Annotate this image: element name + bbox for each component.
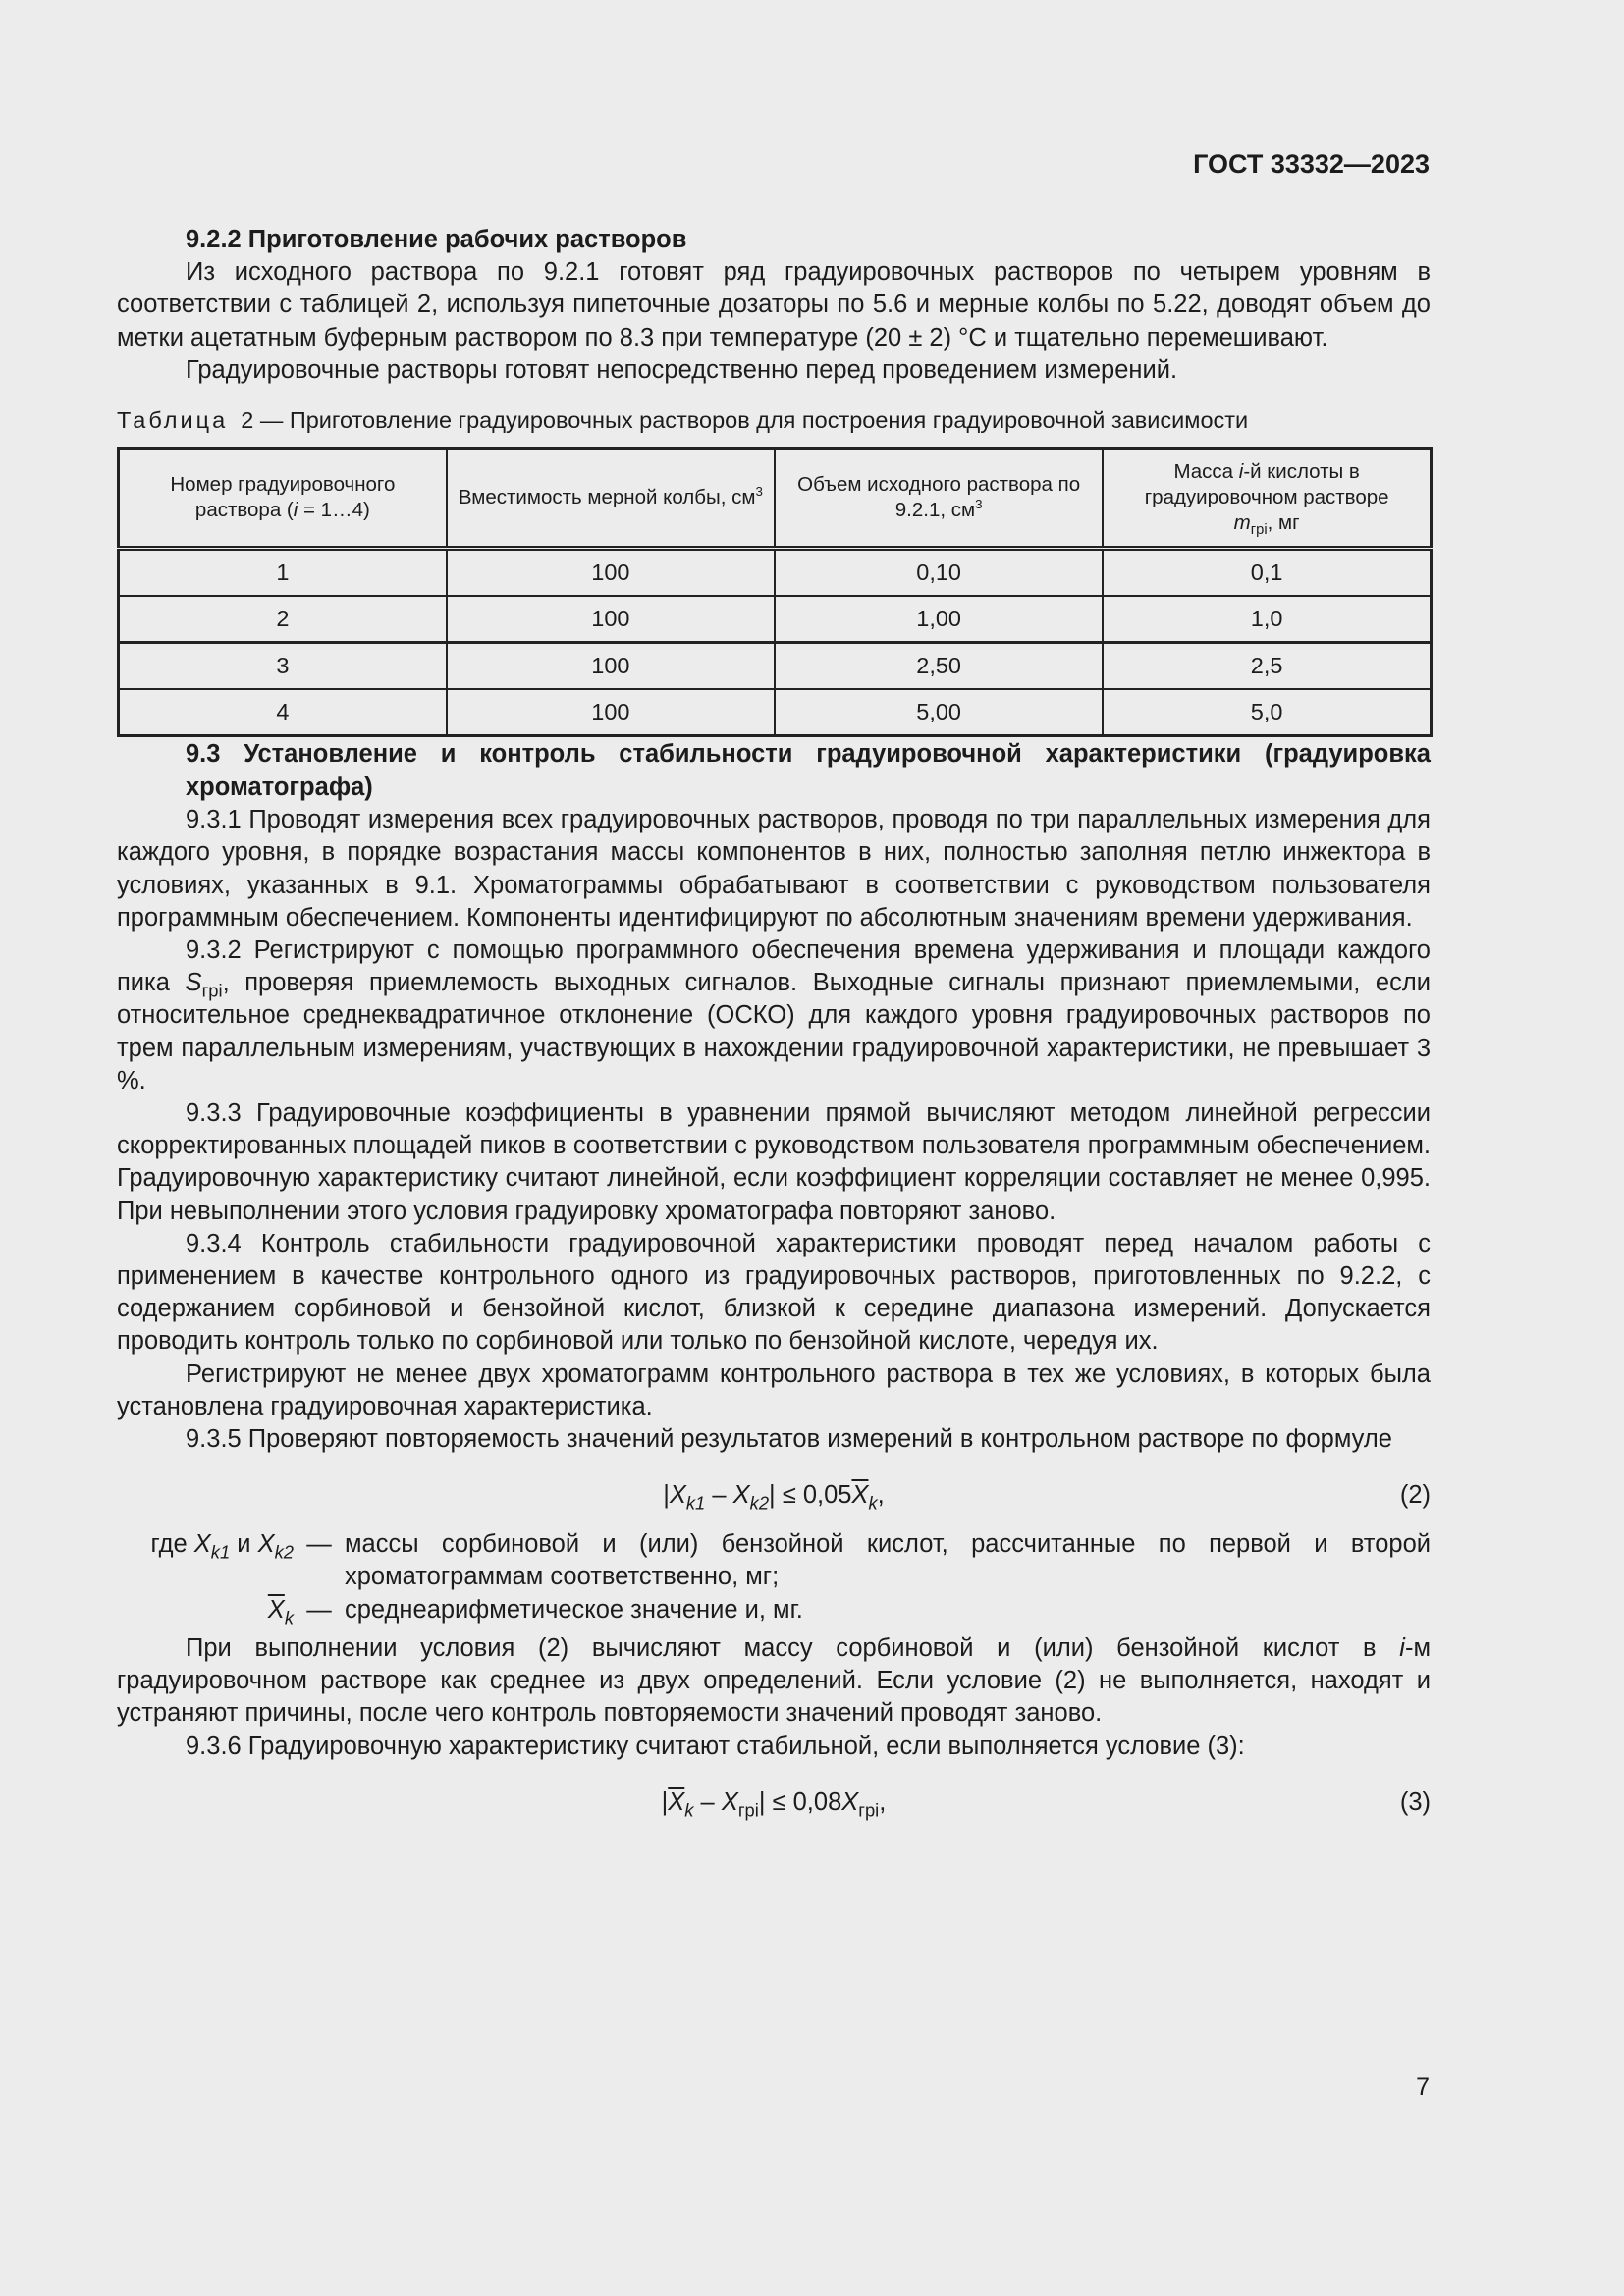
formula-3-number: (3) [1399, 1788, 1431, 1816]
formula-3-expression: $|\overline{X}_k - X_{грi}| \le 0,08X_{грi}$, [661, 1788, 887, 1821]
table-cell: 100 [447, 643, 775, 690]
paragraph-9-3-5-b: При выполнении условия (2) вычисляют массу сорбиновой и (или) бензойной кислот в i-м градуировочном растворе как среднее из двух определений. Если условие (2) не выполняется, находят и устраняют причины, после чего контроль повторяемости значений проводят заново. [117, 1633, 1431, 1728]
table-row [119, 549, 1432, 597]
paragraph-9-2-2-2: Градуировочные растворы готовят непосредственно перед проведением измерений. [186, 355, 1178, 384]
table-cell: 100 [447, 689, 775, 736]
table-cell: 4 [119, 689, 447, 736]
formula-2-expression: $|X_{k1} - X_{k2}| \le 0,05\overline{X}_k$, [663, 1481, 885, 1514]
table-cell: 5,0 [1103, 689, 1431, 736]
definition-row: $\overline{X}_k$ — среднеарифметическое значение и, мг. [267, 1595, 803, 1629]
header-flask-volume: Вместимость мерной колбы, $см^3$ [447, 449, 775, 549]
formula-2 [117, 1473, 1431, 1517]
definition-row: где $X_{k1}$ и $X_{k2}$ — массы сорбиновой и (или) бензойной кислот, рассчитанные по первой и второй хроматограммам соответственно, мг; [150, 1530, 1431, 1591]
paragraph-9-3-1: 9.3.1 Проводят измерения всех градуировочных растворов, проводя по три параллельных измерения для каждого уровня, в порядке возрастания массы компонентов в них, полностью заполняя петлю инжектора в условиях, указанных в 9.1. Хроматограммы обрабатывают в соответствии с руководством пользователя программным обеспечением. Компоненты идентифицируют по абсолютным значениям времени удерживания. [117, 806, 1431, 932]
table-row [119, 596, 1432, 643]
section-9-2-2-title: 9.2.2 Приготовление рабочих растворов [186, 226, 687, 253]
paragraph-9-3-4-b: Регистрируют не менее двух хроматограмм контрольного раствора в тех же условиях, в которых была установлена градуировочная характеристика. [117, 1360, 1431, 1420]
table-cell: 2,5 [1103, 643, 1431, 690]
table-cell: 5,00 [775, 689, 1103, 736]
header-stock-volume: Объем исходного раствора по 9.2.1, $см^3$ [775, 449, 1103, 549]
table-caption-text: 2 — Приготовление градуировочных растворов для построения градуировочной зависимости [241, 407, 1249, 434]
table-cell: 2 [119, 596, 447, 643]
paragraph-9-3-5: 9.3.5 Проверяют повторяемость значений результатов измерений в контрольном растворе по формуле [186, 1425, 1392, 1454]
table-cell: 1,0 [1103, 596, 1431, 643]
table-row [119, 689, 1432, 736]
table-cell: 1,00 [775, 596, 1103, 643]
document-id-header: ГОСТ 33332—2023 [1193, 149, 1430, 179]
paragraph-9-3-2: 9.3.2 Регистрируют с помощью программного обеспечения времена удерживания и площади каждого пика $S_{грi}$, проверяя приемлемость выходных сигналов. Выходные сигналы признают приемлемыми, если относительное среднеквадратичное отклонение (ОСКО) для каждого уровня градуировочных растворов по трем параллельным измерениям, участвующих в нахождении градуировочной характеристики, не превышает 3 %. [117, 936, 1431, 1095]
paragraph-9-2-2-1: Из исходного раствора по 9.2.1 готовят ряд градуировочных растворов по четырем уровням в соответствии с таблицей 2, используя пипеточные дозаторы по 5.6 и мерные колбы по 5.22, доводят объем до метки ацетатным буферным раствором по 8.3 при температуре (20 ± 2) °С и тщательно перемешивают. [117, 258, 1431, 351]
table-row [119, 643, 1432, 690]
formula-3 [117, 1781, 1431, 1824]
formula-2-number: (2) [1399, 1481, 1431, 1510]
table-cell: 0,10 [775, 549, 1103, 597]
header-acid-mass: Масса i-й кислоты в градуировочном растворе $m_{грi}$, мг [1103, 449, 1431, 549]
table-cell: 3 [119, 643, 447, 690]
table-cell: 100 [447, 549, 775, 597]
table-header-row [119, 449, 1432, 549]
page-content [117, 224, 1431, 1836]
table-cell: 100 [447, 596, 775, 643]
paragraph-9-3-3: 9.3.3 Градуировочные коэффициенты в уравнении прямой вычисляют методом линейной регрессии скорректированных площадей пиков в соответствии с руководством пользователя программным обеспечением. Градуировочную характеристику считают линейной, если коэффициент корреляции составляет не менее 0,995. При невыполнении этого условия градуировку хроматографа повторяют заново. [117, 1099, 1431, 1225]
table-cell: 0,1 [1103, 549, 1431, 597]
header-solution-number: Номер градуировочного раствора (i = 1…4) [119, 449, 447, 549]
page-number: 7 [1416, 2073, 1430, 2101]
paragraph-9-3-4: 9.3.4 Контроль стабильности градуировочной характеристики проводят перед началом работы с применением в качестве контрольного одного из градуировочных растворов, приготовленных по 9.2.2, с содержанием сорбиновой и бензойной кислот, близкой к середине диапазона измерений. Допускается проводить контроль только по сорбиновой или только по бензойной кислоте, чередуя их. [117, 1229, 1431, 1356]
section-9-3-title: 9.3 Установление и контроль стабильности градуировочной характеристики (градуировка хроматографа) [186, 740, 1431, 802]
calibration-table [117, 447, 1433, 737]
paragraph-9-3-6: 9.3.6 Градуировочную характеристику считают стабильной, если выполняется условие (3): [186, 1732, 1245, 1760]
table-cell: 2,50 [775, 643, 1103, 690]
table-caption [117, 404, 1431, 437]
formula-2-definitions [117, 1528, 1431, 1627]
table-cell: 1 [119, 549, 447, 597]
table-caption-word: Таблица [117, 407, 229, 434]
